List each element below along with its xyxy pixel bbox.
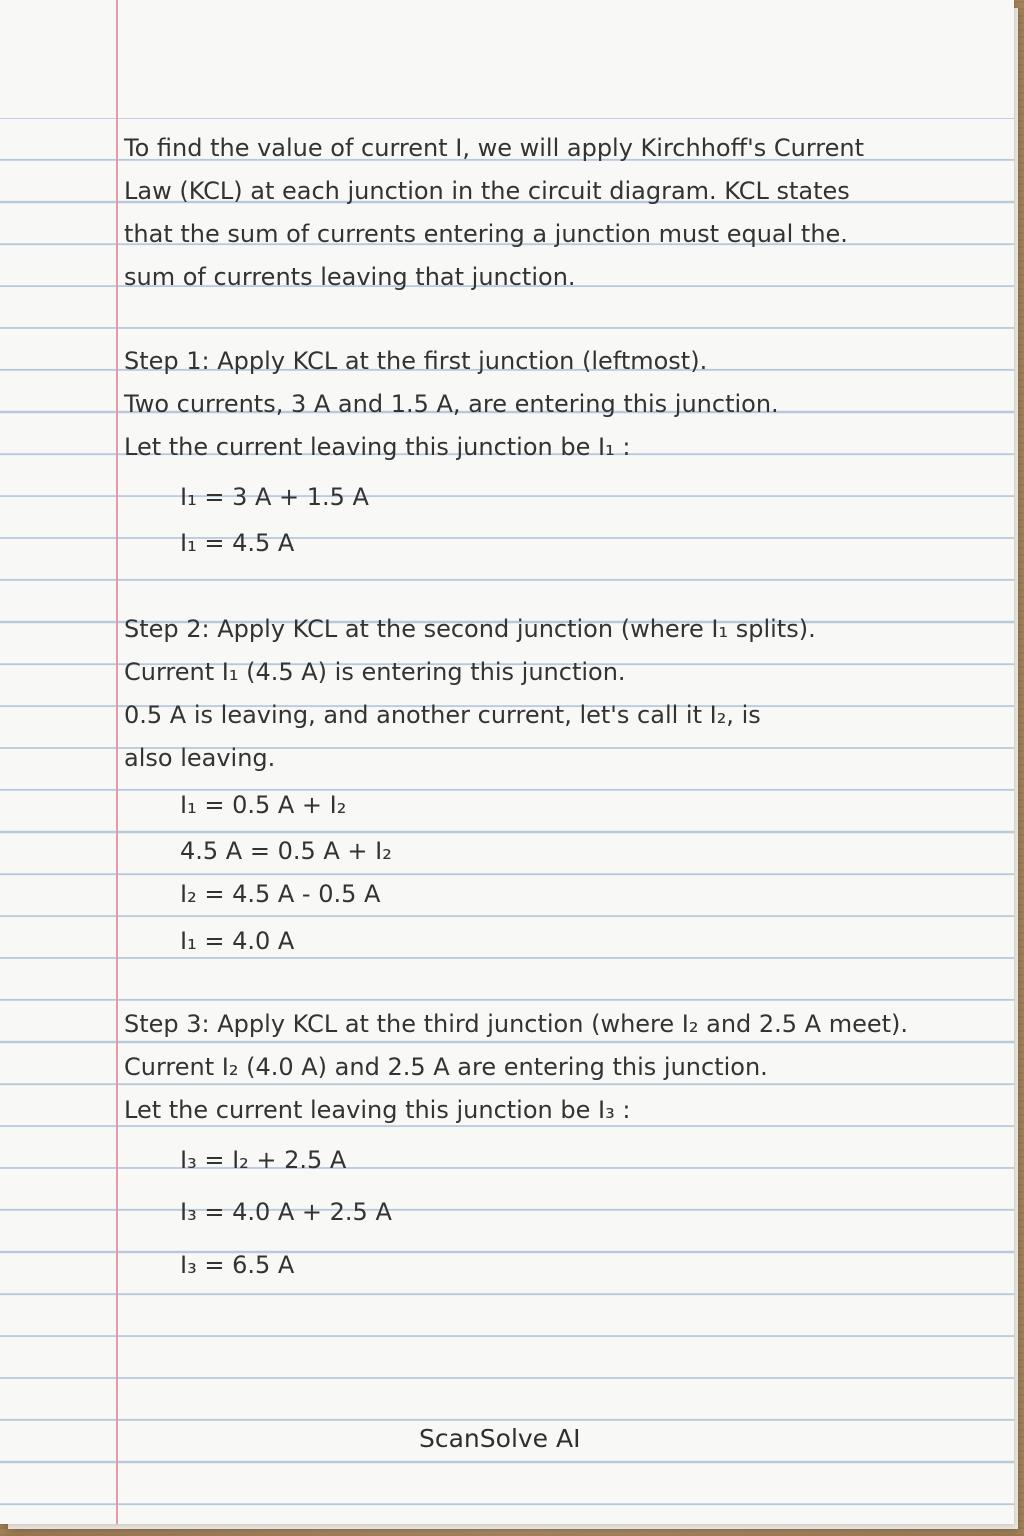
- step2-equation-1: I₁ = 0.5 A + I₂: [180, 791, 347, 819]
- step3-line-3: Let the current leaving this junction be I₃ :: [124, 1096, 631, 1124]
- step2-line-4: also leaving.: [124, 744, 276, 772]
- step1-equation-2: I₁ = 4.5 A: [180, 529, 295, 557]
- red-margin-line: [116, 0, 118, 1524]
- step2-equation-3: I₂ = 4.5 A - 0.5 A: [180, 880, 381, 908]
- step1-heading: Step 1: Apply KCL at the first junction (leftmost).: [124, 347, 708, 375]
- step3-heading: Step 3: Apply KCL at the third junction (where I₂ and 2.5 A meet).: [124, 1010, 909, 1038]
- step2-line-2: Current I₁ (4.5 A) is entering this junction.: [124, 658, 626, 686]
- step1-line-3: Let the current leaving this junction be I₁ :: [124, 433, 631, 461]
- step2-equation-2: 4.5 A = 0.5 A + I₂: [180, 837, 392, 865]
- intro-line-1: To find the value of current I, we will apply Kirchhoff's Current: [124, 134, 865, 162]
- step1-equation-1: I₁ = 3 A + 1.5 A: [180, 483, 369, 511]
- step3-line-2: Current I₂ (4.0 A) and 2.5 A are entering this junction.: [124, 1053, 768, 1081]
- step3-equation-1: I₃ = I₂ + 2.5 A: [180, 1146, 347, 1174]
- intro-line-3: that the sum of currents entering a junction must equal the.: [124, 220, 848, 248]
- scansolve-footer: ScanSolve AI: [419, 1424, 581, 1453]
- step2-heading: Step 2: Apply KCL at the second junction (where I₁ splits).: [124, 615, 816, 643]
- step2-equation-4: I₁ = 4.0 A: [180, 927, 295, 955]
- step2-line-3: 0.5 A is leaving, and another current, let's call it I₂, is: [124, 701, 761, 729]
- step3-equation-2: I₃ = 4.0 A + 2.5 A: [180, 1198, 392, 1226]
- step1-line-2: Two currents, 3 A and 1.5 A, are entering this junction.: [124, 390, 779, 418]
- intro-line-2: Law (KCL) at each junction in the circuit diagram. KCL states: [124, 177, 850, 205]
- intro-line-4: sum of currents leaving that junction.: [124, 263, 576, 291]
- step3-equation-3: I₃ = 6.5 A: [180, 1251, 295, 1279]
